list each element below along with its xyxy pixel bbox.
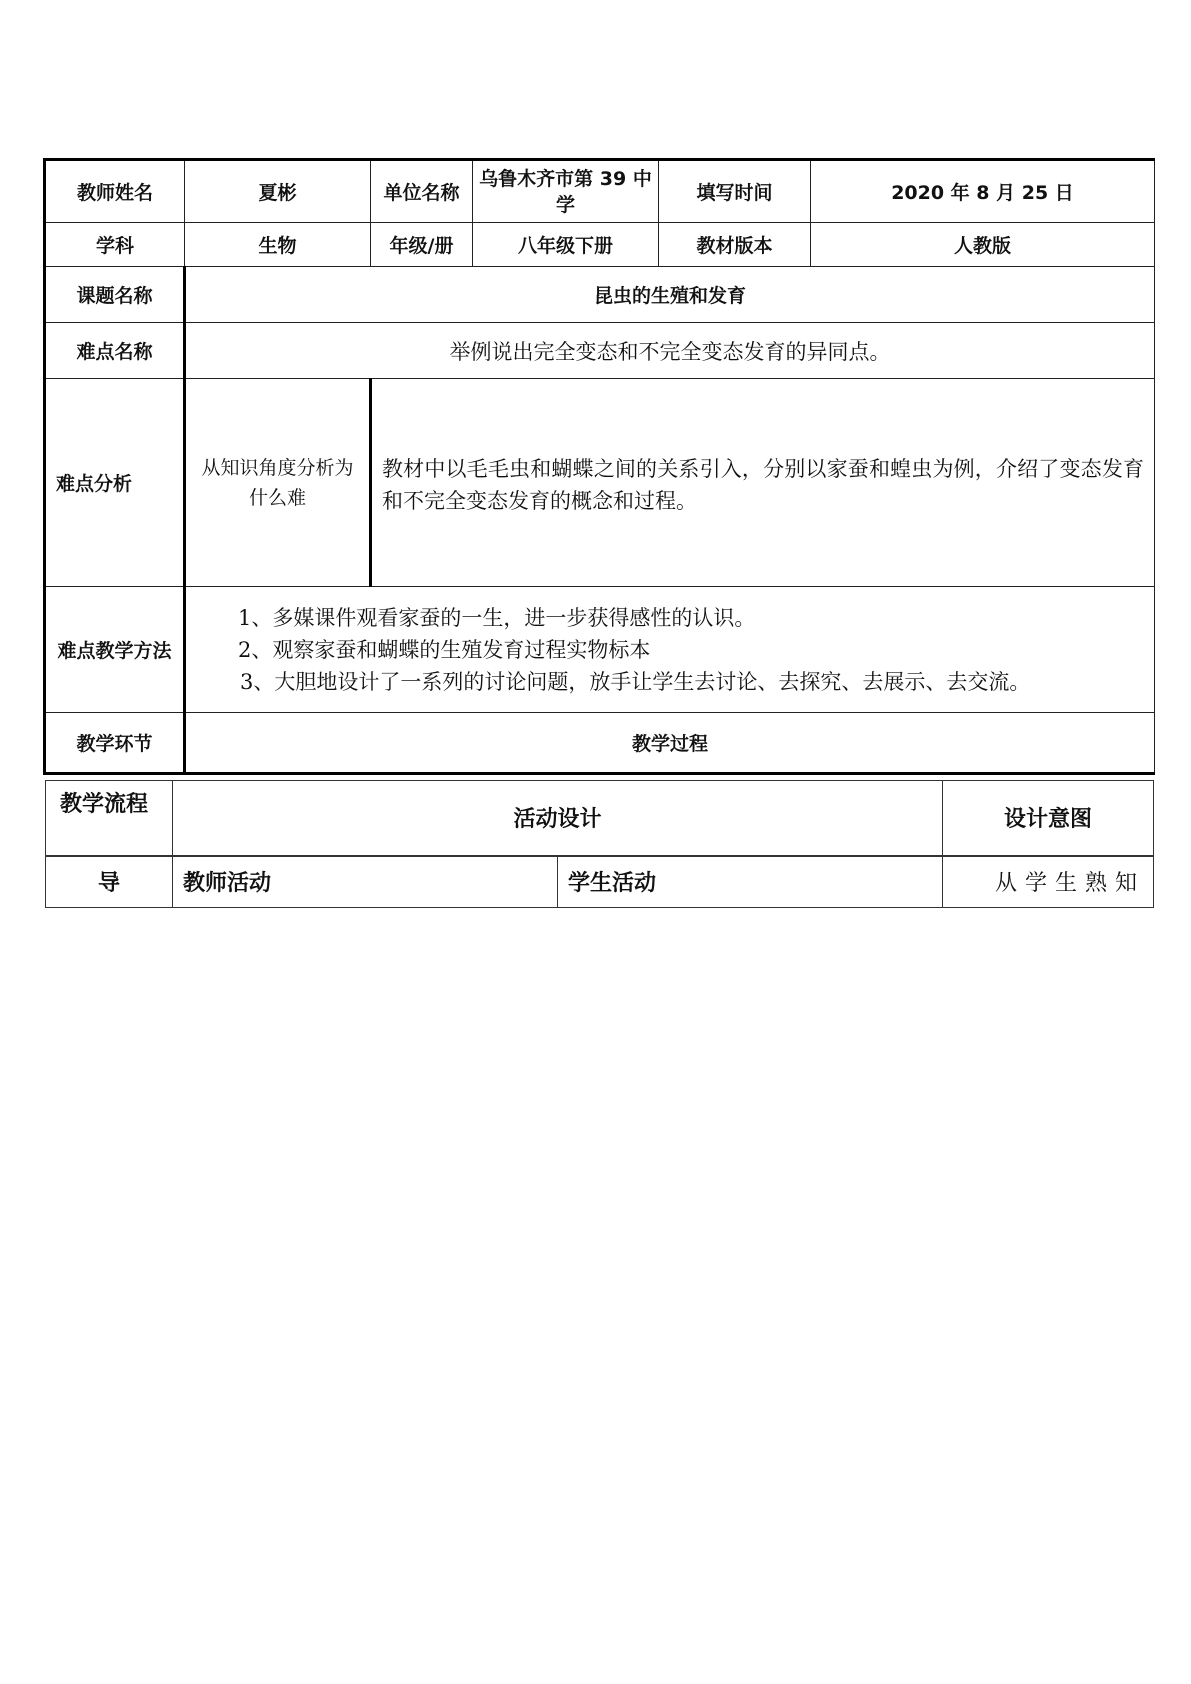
analysis-text: 教材中以毛毛虫和蝴蝶之间的关系引入，分别以家蚕和蝗虫为例，介绍了变态发育和不完全变态发育的概念和过程。 xyxy=(371,379,1155,587)
teacher-name-value: 夏彬 xyxy=(185,160,371,223)
unit-name-value: 乌鲁木齐市第 39 中学 xyxy=(473,160,659,223)
activity-design-label: 活动设计 xyxy=(173,781,943,856)
topic-label: 课题名称 xyxy=(45,267,185,323)
stage-label: 教学环节 xyxy=(45,713,185,774)
info-row-subject xyxy=(45,223,1155,267)
difficulty-label: 难点名称 xyxy=(45,323,185,379)
method-label: 难点教学方法 xyxy=(45,587,185,713)
fill-date-label: 填写时间 xyxy=(659,160,811,223)
grade-label: 年级/册 xyxy=(371,223,473,267)
subject-value: 生物 xyxy=(185,223,371,267)
info-row-topic xyxy=(45,267,1155,323)
analysis-sub-label: 从知识角度分析为什么难 xyxy=(185,379,371,587)
grade-value: 八年级下册 xyxy=(473,223,659,267)
unit-name-label: 单位名称 xyxy=(371,160,473,223)
analysis-label: 难点分析 xyxy=(45,379,185,587)
flow-step-row xyxy=(46,856,1154,908)
design-intent-text: 从学生熟知 xyxy=(943,856,1154,908)
flow-label: 教学流程 xyxy=(46,781,173,856)
flow-header-row xyxy=(46,781,1154,856)
method-item-1: 1、多媒课件观看家蚕的一生，进一步获得感性的认识。 xyxy=(238,605,756,630)
method-item-3: 3、大胆地设计了一系列的讨论问题，放手让学生去讨论、去探究、去展示、去交流。 xyxy=(240,669,1031,694)
info-row-stage xyxy=(45,713,1155,774)
info-row-teacher xyxy=(45,160,1155,223)
teacher-activity-label: 教师活动 xyxy=(173,856,558,908)
method-item-2: 2、观察家蚕和蝴蝶的生殖发育过程实物标本 xyxy=(238,637,651,662)
edition-value: 人教版 xyxy=(811,223,1155,267)
topic-value: 昆虫的生殖和发育 xyxy=(185,267,1155,323)
method-content xyxy=(185,587,1155,713)
teacher-name-label: 教师姓名 xyxy=(45,160,185,223)
fill-date-value: 2020 年 8 月 25 日 xyxy=(811,160,1155,223)
design-intent-label: 设计意图 xyxy=(943,781,1154,856)
teaching-flow-table xyxy=(45,780,1154,908)
difficulty-value: 举例说出完全变态和不完全变态发育的异同点。 xyxy=(185,323,1155,379)
info-row-method xyxy=(45,587,1155,713)
step-label: 导 xyxy=(46,856,173,908)
edition-label: 教材版本 xyxy=(659,223,811,267)
student-activity-label: 学生活动 xyxy=(558,856,943,908)
subject-label: 学科 xyxy=(45,223,185,267)
lesson-info-table xyxy=(43,158,1155,775)
process-label: 教学过程 xyxy=(185,713,1155,774)
info-row-difficulty xyxy=(45,323,1155,379)
info-row-analysis xyxy=(45,379,1155,587)
